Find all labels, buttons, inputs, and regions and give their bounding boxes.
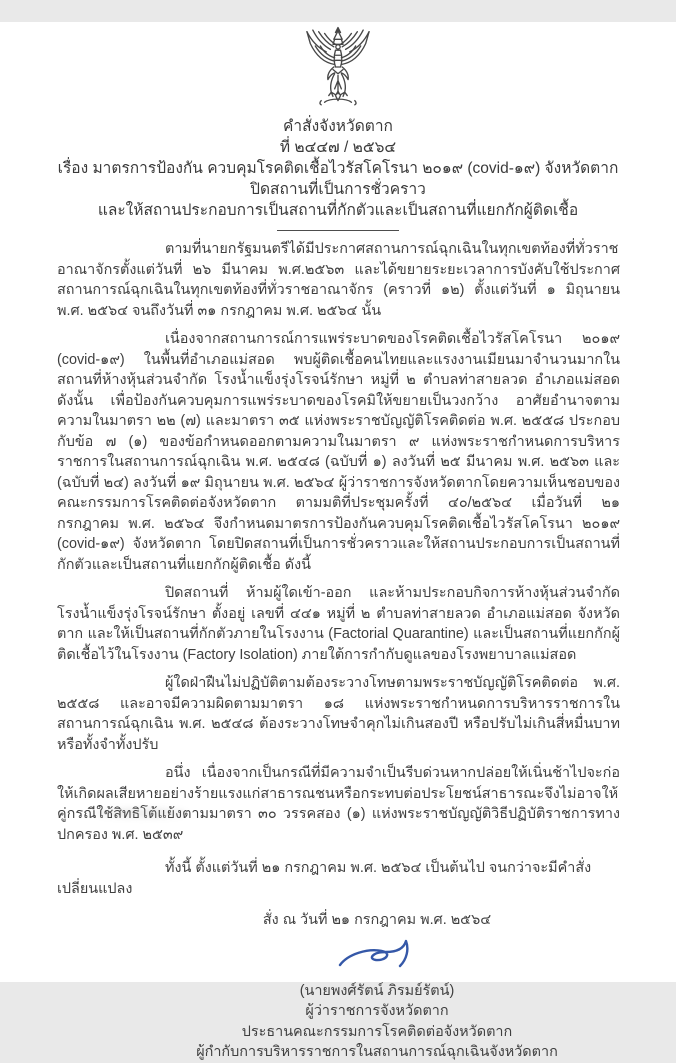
signer-title-committee-chair: ประธานคณะกรรมการโรคติดต่อจังหวัดตาก bbox=[241, 1023, 513, 1040]
signer-title-emergency-director: ผู้กำกับการบริหารราชการในสถานการณ์ฉุกเฉินจังหวัดตาก bbox=[196, 1044, 558, 1060]
paragraph-penalty: ผู้ใดฝ่าฝืนไม่ปฏิบัติตามต้องระวางโทษตามพระราชบัญญัติโรคติดต่อ พ.ศ. ๒๕๕๘ และอาจมีความผิดตามมาตรา ๑๘ แห่งพระราชกำหนดการบริหารราชการในสถานการณ์ฉุกเฉิน พ.ศ. ๒๕๔๘ ต้องระวางโทษจำคุกไม่เกินสองปี หรือปรับไม่เกินสี่หมื่นบาท หรือทั้งจำทั้งปรับ bbox=[57, 675, 620, 753]
signer-name: (นายพงศ์รัตน์ ภิรมย์รัตน์) bbox=[299, 982, 455, 999]
order-number-line: ที่ ๒๔๔๗ / ๒๕๖๔ bbox=[279, 139, 397, 156]
paragraph-urgency: อนึ่ง เนื่องจากเป็นกรณีที่มีความจำเป็นรีบด่วนหากปล่อยให้เนิ่นช้าไปจะก่อให้เกิดผลเสียหายอย่างร้ายแรงแก่สาธารณชนหรือกระทบต่อประโยชน์สาธารณะจึงไม่อาจให้คู่กรณีใช้สิทธิโต้แย้งตามมาตรา ๓๐ วรรคสอง (๑) แห่งพระราชบัญญัติวิธีปฏิบัติราชการทางปกครอง พ.ศ. ๒๕๓๙ bbox=[57, 765, 620, 843]
order-body bbox=[57, 239, 620, 899]
title-block bbox=[0, 116, 676, 231]
order-agency-line: คำสั่งจังหวัดตาก bbox=[283, 118, 393, 135]
paragraph-preamble: ตามที่นายกรัฐมนตรีได้มีประกาศสถานการณ์ฉุกเฉินในทุกเขตท้องที่ทั่วราชอาณาจักรตั้งแต่วันที่ ๒๖ มีนาคม พ.ศ.๒๕๖๓ และได้ขยายระยะเวลาการบังคับใช้ประกาศสถานการณ์ฉุกเฉินในทุกเขตท้องที่ทั่วราชอาณาจักร (คราวที่ ๑๒) ตั้งแต่วันที่ ๑ มิถุนายน พ.ศ. ๒๕๖๔ จนถึงวันที่ ๓๑ กรกฎาคม พ.ศ. ๒๕๖๔ นั้น bbox=[57, 241, 620, 319]
order-subject-line: เรื่อง มาตรการป้องกัน ควบคุมโรคติดเชื้อไวรัสโคโรนา ๒๐๑๙ (covid-๑๙) จังหวัดตาก bbox=[57, 160, 619, 177]
signer-title-governor: ผู้ว่าราชการจังหวัดตาก bbox=[305, 1003, 449, 1019]
signature-block bbox=[0, 910, 676, 1063]
paragraph-rationale: เนื่องจากสถานการณ์การแพร่ระบาดของโรคติดเชื้อไวรัสโคโรนา ๒๐๑๙ (covid-๑๙) ในพื้นที่อำเภอแม่สอด พบผู้ติดเชื้อคนไทยและแรงงานเมียนมาจำนวนมากในสถานที่ห้างหุ้นส่วนจำกัด โรงน้ำแข็งรุ่งโรจน์รักษา หมู่ที่ ๒ ตำบลท่าสายลวด อำเภอแม่สอด ดังนั้น เพื่อป้องกันควบคุมการแพร่ระบาดของโรคมิให้ขยายเป็นวงกว้าง อาศัยอำนาจตามความในมาตรา ๒๒ (๗) และมาตรา ๓๕ แห่งพระราชบัญญัติโรคติดต่อ พ.ศ. ๒๕๕๘ ประกอบกับข้อ ๗ (๑) ของข้อกำหนดออกตามความในมาตรา ๙ แห่งพระราชกำหนดการบริหารราชการในสถานการณ์ฉุกเฉิน พ.ศ. ๒๕๔๘ (ฉบับที่ ๑) ลงวันที่ ๒๕ มีนาคม พ.ศ. ๒๕๖๓ และ (ฉบับที่ ๒๔) ลงวันที่ ๑๙ มิถุนายน พ.ศ. ๒๕๖๔ ผู้ว่าราชการจังหวัดตากโดยความเห็นชอบของคณะกรรมการโรคติดต่อจังหวัดตาก ตามมติที่ประชุมครั้งที่ ๔๐/๒๕๖๔ เมื่อวันที่ ๒๑ กรกฎาคม พ.ศ. ๒๕๖๔ จึงกำหนดมาตรการป้องกันควบคุมโรคติดเชื้อไวรัสโคโรนา ๒๐๑๙ (covid-๑๙) จังหวัดตาก โดยปิดสถานที่เป็นการชั่วคราวและให้สถานประกอบการเป็นสถานที่กักตัวและเป็นสถานที่แยกกักผู้ติดเชื้อ ดังนี้ bbox=[57, 331, 620, 573]
issued-date-line: สั่ง ณ วันที่ ๒๑ กรกฎาคม พ.ศ. ๒๕๖๔ bbox=[262, 912, 492, 928]
order-subject-line-3: และให้สถานประกอบการเป็นสถานที่กักตัวและเป็นสถานที่แยกกักผู้ติดเชื้อ bbox=[97, 202, 579, 219]
signature-stroke bbox=[340, 941, 407, 966]
paragraph-closure-directive: ปิดสถานที่ ห้ามผู้ใดเข้า-ออก และห้ามประกอบกิจการห้างหุ้นส่วนจำกัด โรงน้ำแข็งรุ่งโรจน์รักษา ตั้งอยู่ เลขที่ ๔๔๑ หมู่ที่ ๒ ตำบลท่าสายลวด อำเภอแม่สอด จังหวัดตาก และให้เป็นสถานที่กักตัวภายในโรงงาน (Factorial Quarantine) และเป็นสถานที่แยกกักผู้ติดเชื้อไว้ในโรงงาน (Factory Isolation) ภายใต้การกำกับดูแลของโรงพยาบาลแม่สอด bbox=[57, 585, 620, 663]
effective-date-line: ทั้งนี้ ตั้งแต่วันที่ ๒๑ กรกฎาคม พ.ศ. ๒๕๖๔ เป็นต้นไป จนกว่าจะมีคำสั่งเปลี่ยนแปลง bbox=[57, 860, 592, 897]
governor-signature bbox=[334, 937, 420, 979]
order-subject-line-2: ปิดสถานที่เป็นการชั่วคราว bbox=[250, 181, 426, 198]
title-divider bbox=[277, 230, 399, 231]
document-page bbox=[0, 22, 676, 1060]
garuda-emblem-icon bbox=[296, 22, 380, 112]
scan-smudge bbox=[95, 808, 187, 818]
